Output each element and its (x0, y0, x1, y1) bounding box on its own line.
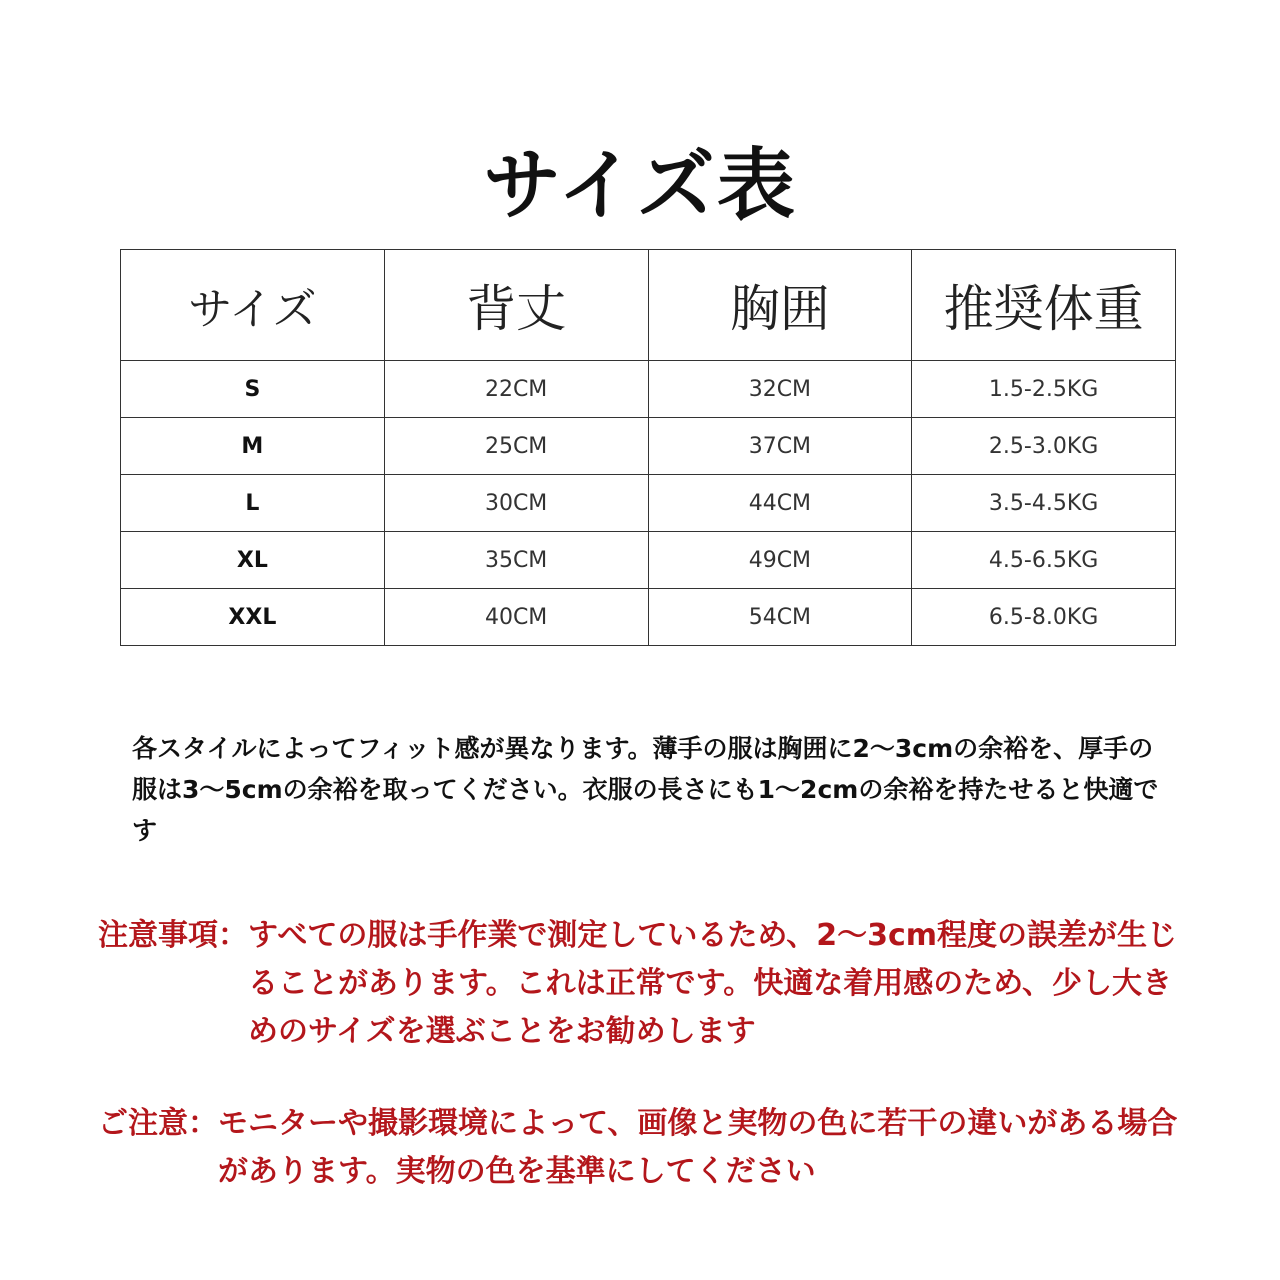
color-notice-label: ご注意： (98, 1106, 218, 1141)
color-notice (98, 1100, 1198, 1196)
back-length-cell: 40CM (384, 589, 648, 646)
weight-cell: 4.5-6.5KG (912, 532, 1176, 589)
column-header-back-length: 背丈 (384, 250, 648, 361)
table-row (121, 475, 1176, 532)
weight-cell: 1.5-2.5KG (912, 361, 1176, 418)
size-cell: L (121, 475, 385, 532)
page-title: サイズ表 (483, 141, 797, 232)
caution-label: 注意事項： (98, 918, 248, 953)
size-cell: S (121, 361, 385, 418)
back-length-cell: 25CM (384, 418, 648, 475)
size-cell: XXL (121, 589, 385, 646)
size-cell: XL (121, 532, 385, 589)
size-cell: M (121, 418, 385, 475)
weight-cell: 6.5-8.0KG (912, 589, 1176, 646)
fit-note: 各スタイルによってフィット感が異なります。薄手の服は胸囲に2～3cmの余裕を、厚手の服は3～5cmの余裕を取ってください。衣服の長さにも1～2cmの余裕を持たせると快適です (132, 734, 1159, 845)
table-row (121, 589, 1176, 646)
back-length-cell: 22CM (384, 361, 648, 418)
column-header-size: サイズ (121, 250, 385, 361)
chest-cell: 32CM (648, 361, 912, 418)
table-row (121, 361, 1176, 418)
chest-cell: 49CM (648, 532, 912, 589)
chest-cell: 54CM (648, 589, 912, 646)
color-notice-text: モニターや撮影環境によって、画像と実物の色に若干の違いがある場合があります。実物の色を基準にしてください (218, 1106, 1178, 1189)
back-length-cell: 35CM (384, 532, 648, 589)
chest-cell: 44CM (648, 475, 912, 532)
chest-cell: 37CM (648, 418, 912, 475)
caution-notice (98, 912, 1198, 1056)
column-header-chest: 胸囲 (648, 250, 912, 361)
size-table (120, 249, 1176, 646)
back-length-cell: 30CM (384, 475, 648, 532)
table-header-row (121, 250, 1176, 361)
table-row (121, 532, 1176, 589)
weight-cell: 2.5-3.0KG (912, 418, 1176, 475)
column-header-recommended-weight: 推奨体重 (912, 250, 1176, 361)
caution-text: すべての服は手作業で測定しているため、2～3cm程度の誤差が生じることがあります。これは正常です。快適な着用感のため、少し大きめのサイズを選ぶことをお勧めします (248, 918, 1177, 1049)
table-row (121, 418, 1176, 475)
weight-cell: 3.5-4.5KG (912, 475, 1176, 532)
